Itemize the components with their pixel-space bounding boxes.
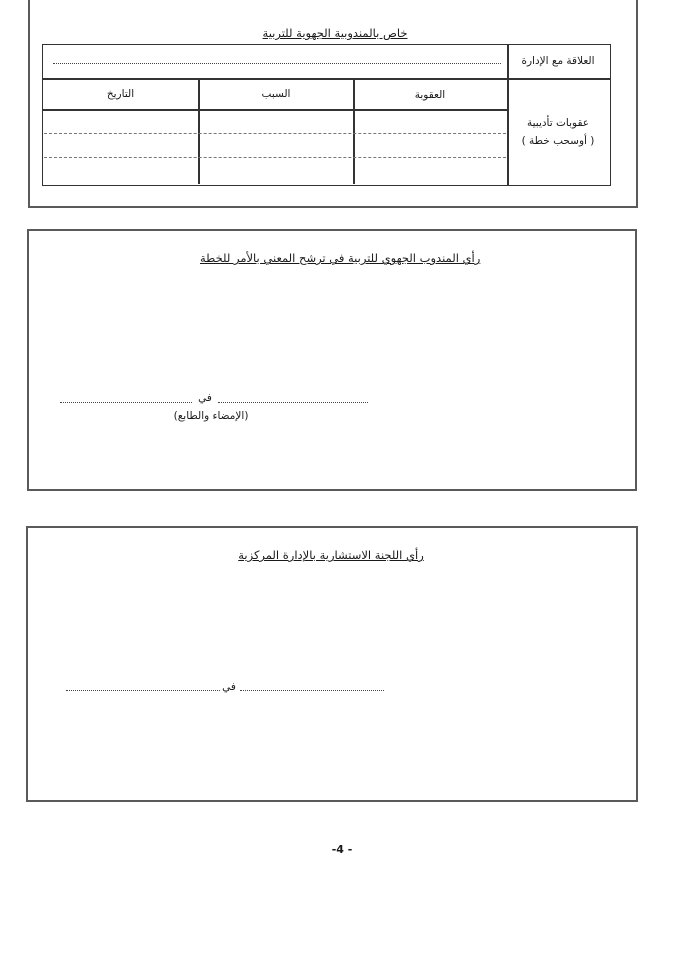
at-label: في — [198, 392, 212, 404]
penalty-row[interactable] — [44, 157, 506, 158]
section2-title: رأي المندوب الجهوي للتربية في ترشح المعني بالأمر للخطة — [200, 251, 481, 265]
column-header-reason: السبب — [261, 88, 291, 100]
relation-field[interactable] — [53, 63, 501, 64]
table-divider — [42, 78, 610, 80]
page-number: -4 - — [331, 843, 353, 856]
header-row-divider — [42, 109, 508, 111]
committee-field-left[interactable] — [66, 690, 220, 691]
penalty-row[interactable] — [44, 133, 506, 134]
opinion-field-right[interactable] — [218, 402, 368, 403]
section3-title: رأي اللجنة الاستشارية بالإدارة المركزية — [238, 548, 424, 562]
relation-label: العلاقة مع الإدارة — [521, 55, 595, 67]
column-header-date: التاريخ — [106, 88, 135, 100]
regional-delegate-opinion-section — [27, 229, 637, 491]
committee-field-right[interactable] — [240, 690, 384, 691]
opinion-field-left[interactable] — [60, 402, 192, 403]
advisory-committee-section — [26, 526, 638, 802]
at-label: في — [222, 681, 236, 693]
signature-label: (الإمضاء والطابع) — [173, 410, 249, 422]
section1-title: خاص بالمندوبية الجهوية للتربية — [262, 26, 408, 40]
column-header-penalty: العقوبة — [414, 89, 446, 101]
penalties-label: عقوبات تأديبية — [526, 117, 590, 129]
penalties-sublabel: ( أوسحب خطة ) — [521, 135, 595, 147]
label-column-divider — [507, 44, 509, 185]
